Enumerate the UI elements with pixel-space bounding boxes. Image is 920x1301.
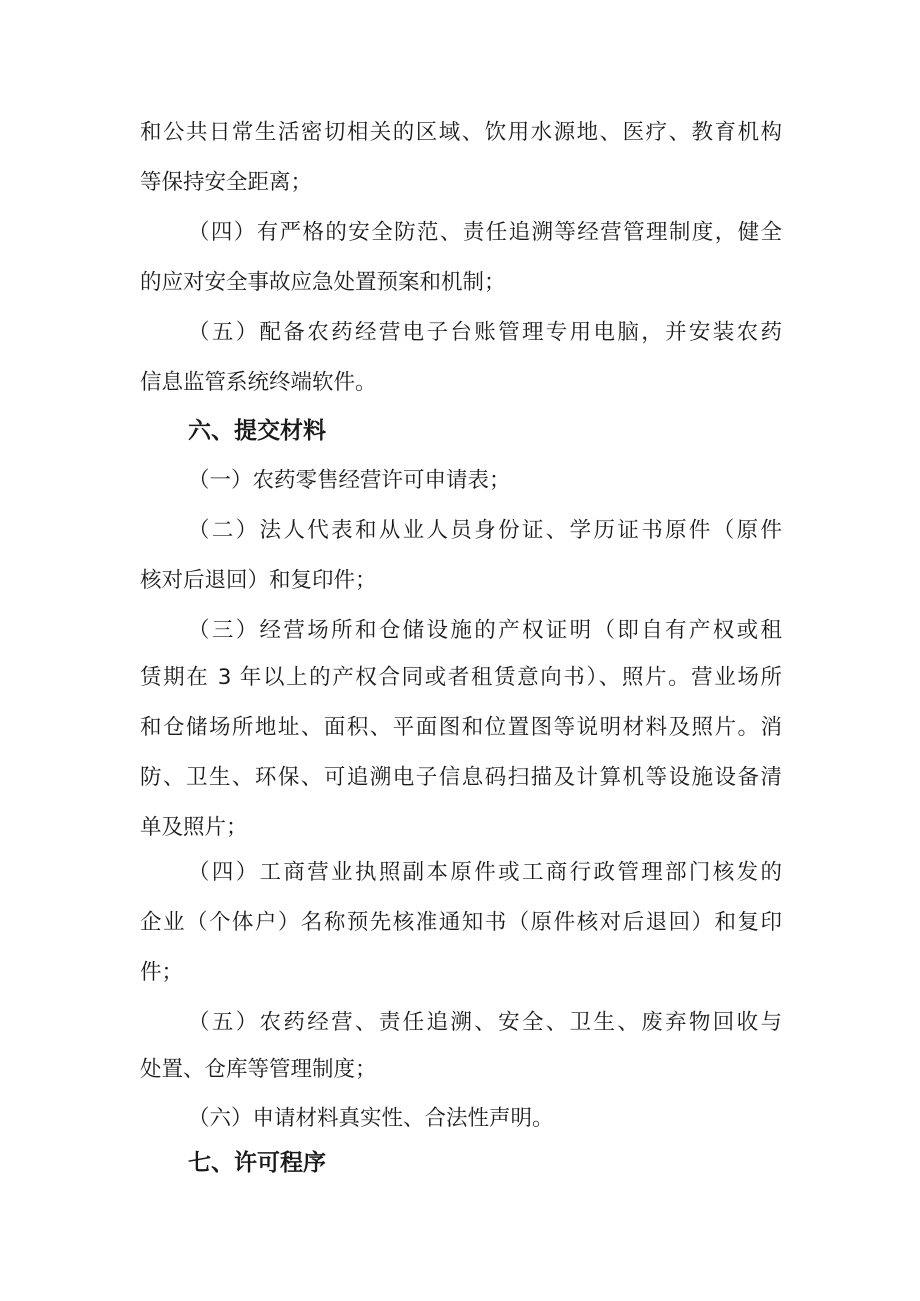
paragraph-line: （四）有严格的安全防范、责任追溯等经营管理制度，健全 xyxy=(188,220,782,245)
paragraph-line: 件； xyxy=(140,960,184,985)
paragraph-line: 信息监管系统终端软件。 xyxy=(140,370,377,395)
paragraph-line: 赁期在 3 年以上的产权合同或者租赁意向书）、照片。营业场所 xyxy=(140,665,782,690)
paragraph-line: 企业（个体户）名称预先核准通知书（原件核对后退回）和复印 xyxy=(140,910,782,935)
paragraph-line: 和公共日常生活密切相关的区域、饮用水源地、医疗、教育机构 xyxy=(140,120,782,145)
section-heading: 六、提交材料 xyxy=(188,418,326,444)
paragraph-line: 核对后退回）和复印件； xyxy=(140,568,377,593)
paragraph-line: 防、卫生、环保、可追溯电子信息码扫描及计算机等设施设备清 xyxy=(140,765,782,790)
paragraph-line: （六）申请材料真实性、合法性声明。 xyxy=(188,1106,554,1131)
paragraph-line: （四）工商营业执照副本原件或工商行政管理部门核发的 xyxy=(188,860,782,885)
paragraph-line: 单及照片； xyxy=(140,815,248,840)
paragraph-line: 等保持安全距离； xyxy=(140,170,313,195)
paragraph-line: （五）配备农药经营电子台账管理专用电脑，并安装农药 xyxy=(188,320,782,345)
paragraph-line: （三）经营场所和仓储设施的产权证明（即自有产权或租 xyxy=(188,618,782,643)
paragraph-line: （五）农药经营、责任追溯、安全、卫生、废弃物回收与 xyxy=(188,1010,782,1035)
paragraph-line: （一）农药零售经营许可申请表； xyxy=(188,468,511,493)
paragraph-line: 和仓储场所地址、面积、平面图和位置图等说明材料及照片。消 xyxy=(140,715,782,740)
paragraph-line: （二）法人代表和从业人员身份证、学历证书原件（原件 xyxy=(188,518,782,543)
section-heading: 七、许可程序 xyxy=(188,1150,326,1176)
paragraph-line: 的应对安全事故应急处置预案和机制； xyxy=(140,270,506,295)
paragraph-line: 处置、仓库等管理制度； xyxy=(140,1057,377,1082)
